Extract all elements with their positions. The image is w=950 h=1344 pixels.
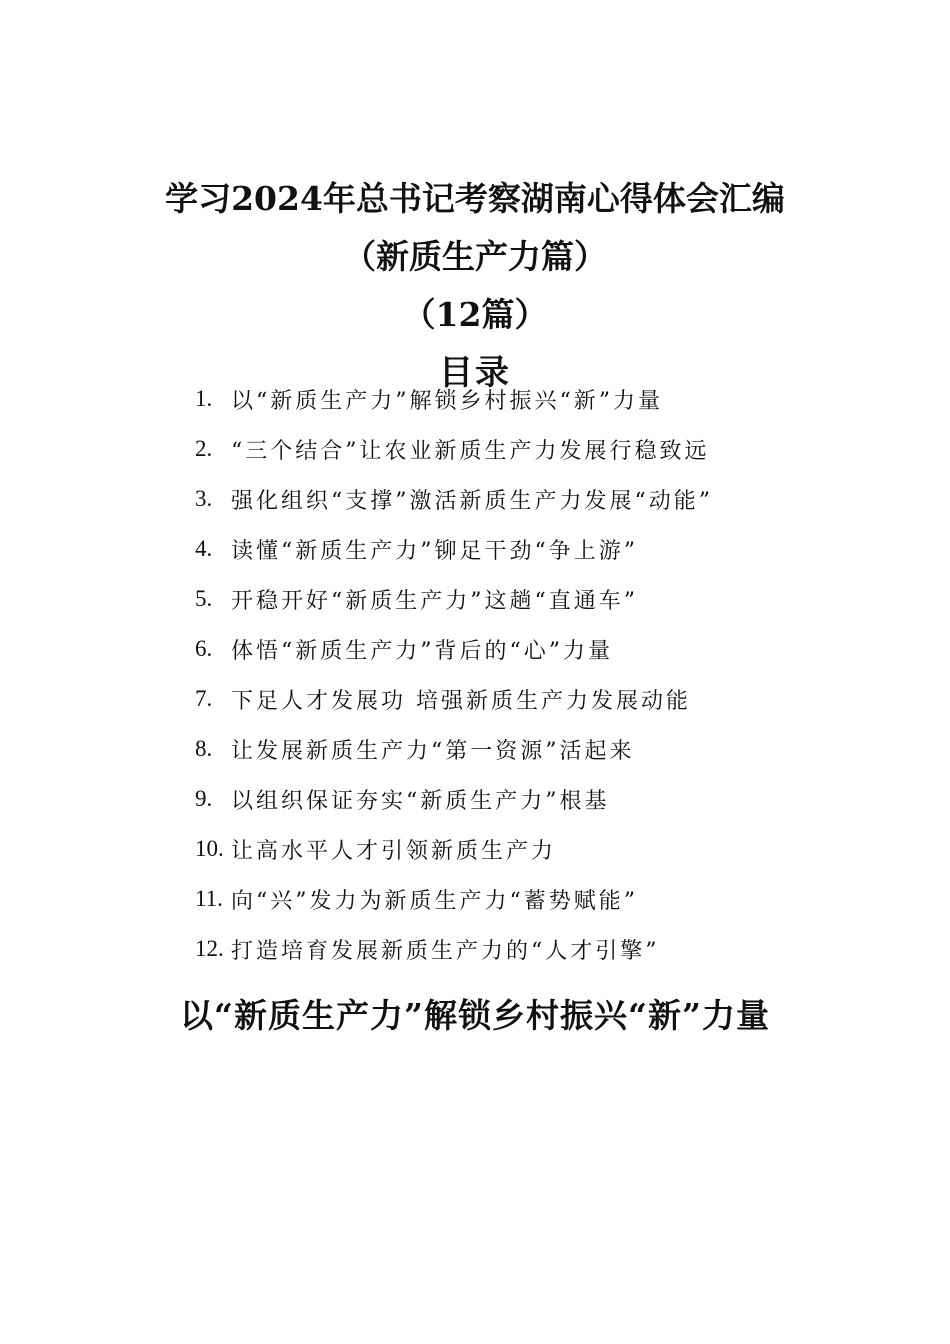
toc-item-number: 9.	[195, 786, 213, 811]
toc-item-title: 向“兴”发力为新质生产力“蓄势赋能”	[231, 888, 638, 914]
toc-item-number: 6.	[195, 636, 213, 661]
toc-item-title: 以组织保证夯实“新质生产力”根基	[231, 788, 610, 814]
toc-heading: 目录	[439, 353, 511, 393]
toc-item-number: 12.	[195, 936, 224, 961]
toc-item-title: 以“新质生产力”解锁乡村振兴“新”力量	[231, 388, 663, 414]
title-block	[120, 170, 830, 402]
toc-item-title: 读懂“新质生产力”铆足干劲“争上游”	[231, 538, 638, 564]
toc-item-number: 5.	[195, 586, 213, 611]
toc-item[interactable]	[195, 724, 835, 774]
toc-item[interactable]	[195, 774, 835, 824]
toc-item[interactable]	[195, 524, 835, 574]
toc-item-number: 2.	[195, 436, 213, 461]
toc-item[interactable]	[195, 424, 835, 474]
toc-item[interactable]	[195, 874, 835, 924]
toc-item-number: 1.	[195, 386, 213, 411]
toc-item-number: 10.	[195, 836, 224, 861]
toc-item[interactable]	[195, 474, 835, 524]
toc-item-title: 强化组织“支撑”激活新质生产力发展“动能”	[231, 488, 713, 514]
toc-item[interactable]	[195, 574, 835, 624]
toc-item-number: 4.	[195, 536, 213, 561]
document-title: 学习2024年总书记考察湖南心得体会汇编	[165, 179, 785, 218]
toc-item-title: 让发展新质生产力“第一资源”活起来	[231, 738, 635, 764]
table-of-contents	[195, 374, 835, 974]
toc-item-title: 让高水平人才引领新质生产力	[231, 838, 557, 864]
toc-item[interactable]	[195, 374, 835, 424]
toc-item[interactable]	[195, 674, 835, 724]
toc-item-title: “三个结合”让农业新质生产力发展行稳致远	[231, 438, 710, 464]
toc-item-title: 体悟“新质生产力”背后的“心”力量	[231, 638, 613, 664]
toc-item-number: 3.	[195, 486, 213, 511]
toc-item[interactable]	[195, 624, 835, 674]
toc-item-title: 开稳开好“新质生产力”这趟“直通车”	[231, 588, 638, 614]
section-heading: 以“新质生产力”解锁乡村振兴“新”力量	[180, 996, 770, 1035]
toc-item[interactable]	[195, 824, 835, 874]
toc-item-title: 打造培育发展新质生产力的“人才引擎”	[231, 938, 660, 964]
toc-item-number: 11.	[195, 886, 223, 911]
toc-item[interactable]	[195, 924, 835, 974]
document-count: （12篇）	[402, 295, 548, 334]
toc-item-number: 7.	[195, 686, 213, 711]
toc-item-number: 8.	[195, 736, 213, 761]
document-subtitle: （新质生产力篇）	[343, 237, 607, 276]
toc-item-title: 下足人才发展功 培强新质生产力发展动能	[231, 688, 691, 714]
